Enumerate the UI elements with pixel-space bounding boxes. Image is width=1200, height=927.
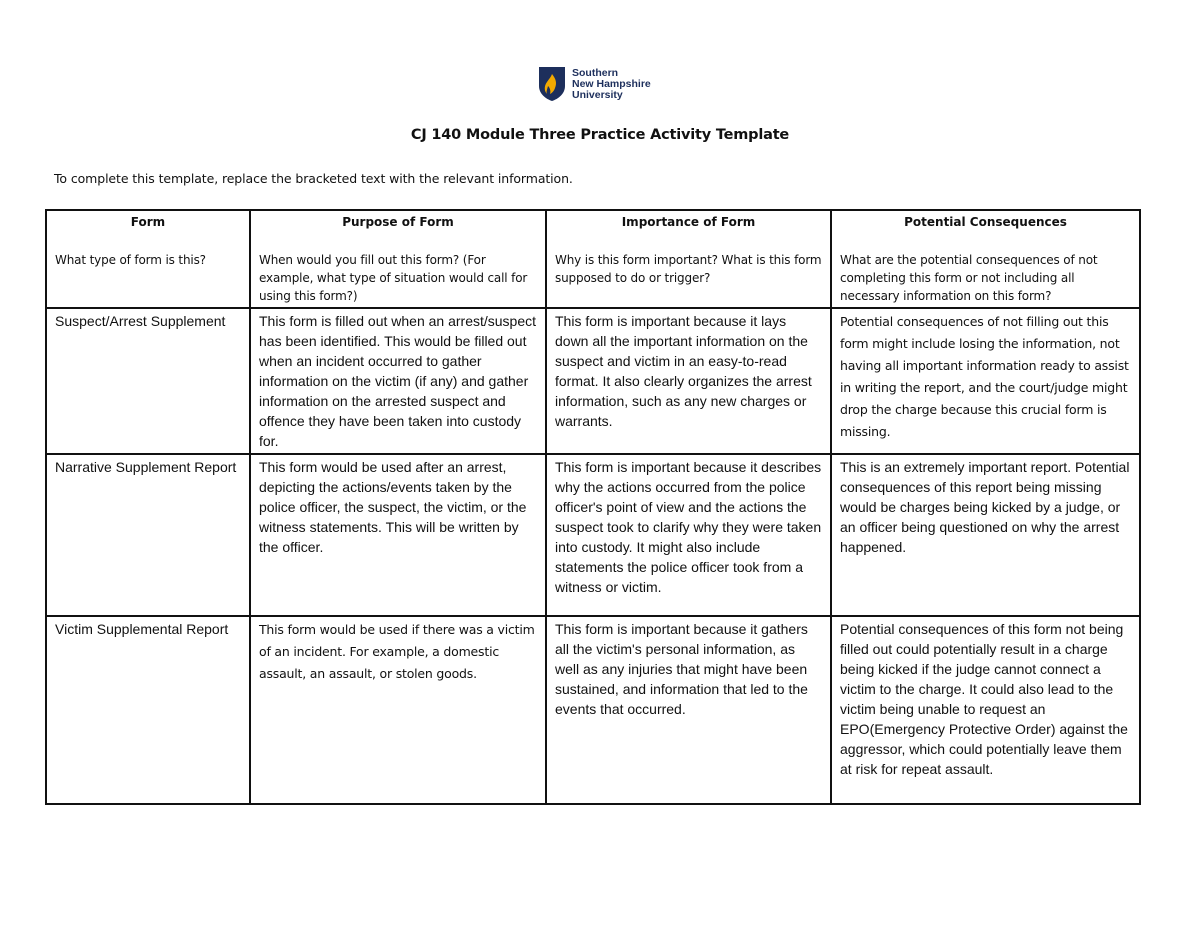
header-purpose (250, 210, 546, 308)
table-row (46, 454, 1140, 616)
header-title: Potential Consequences (904, 215, 1067, 229)
cell-consequences: Potential consequences of not filling out this form might include losing the information, not having all important information ready to assist in writing the report, and the court/judge might drop the charge because this crucial form is missing. (831, 308, 1140, 454)
form-table (45, 209, 1141, 805)
header-title: Importance of Form (621, 215, 756, 229)
header-importance (546, 210, 831, 308)
header-title: Purpose of Form (342, 215, 454, 229)
header-subtitle: Why is this form important? What is this form supposed to do or trigger? (555, 253, 822, 285)
cell-form: Narrative Supplement Report (46, 454, 250, 616)
university-logo (538, 64, 678, 104)
page-title: CJ 140 Module Three Practice Activity Template (410, 127, 790, 143)
table-header-row (46, 210, 1140, 308)
header-title: Form (130, 215, 166, 229)
cell-purpose: This form would be used if there was a victim of an incident. For example, a domestic assault, an assault, or stolen goods. (250, 616, 546, 804)
cell-purpose: This form is filled out when an arrest/suspect has been identified. This would be filled out when an incident occurred to gather information on the victim (if any) and gather information on the arrested suspect and offence they have been taken into custody for. (250, 308, 546, 454)
header-subtitle: When would you fill out this form? (For example, what type of situation would call for using this form?) (259, 253, 528, 303)
logo-line-1: Southern (572, 66, 619, 79)
table-row (46, 616, 1140, 804)
logo-wordmark (572, 68, 651, 101)
cell-form: Suspect/Arrest Supplement (46, 308, 250, 454)
table-row (46, 308, 1140, 454)
cell-importance: This form is important because it gathers all the victim's personal information, as well as any injuries that might have been sustained, and information that led to the events that occurred. (546, 616, 831, 804)
instructions-text: To complete this template, replace the bracketed text with the relevant information. (54, 171, 573, 186)
cell-form: Victim Supplemental Report (46, 616, 250, 804)
header-subtitle: What are the potential consequences of not completing this form or not including all necessary information on this form? (840, 253, 1098, 303)
header-form (46, 210, 250, 308)
header-consequences (831, 210, 1140, 308)
cell-consequences: Potential consequences of this form not being filled out could potentially result in a charge being kicked if the judge cannot connect a victim to the charge. It could also lead to the victim being unable to request an EPO(Emergency Protective Order) against the aggressor, which could potentially leave them at risk for repeat assault. (831, 616, 1140, 804)
header-subtitle: What type of form is this? (55, 253, 206, 267)
logo-line-3: University (572, 88, 623, 101)
cell-consequences: This is an extremely important report. Potential consequences of this report being missing would be charges being kicked by a judge, or an officer being questioned on why the arrest happened. (831, 454, 1140, 616)
logo-line-2: New Hampshire (572, 77, 651, 90)
cell-importance: This form is important because it lays down all the important information on the suspect and victim in an easy-to-read format. It also clearly organizes the arrest information, such as any new charges or warrants. (546, 308, 831, 454)
cell-purpose: This form would be used after an arrest, depicting the actions/events taken by the police officer, the suspect, the victim, or the witness statements. This will be written by the officer. (250, 454, 546, 616)
cell-importance: This form is important because it describes why the actions occurred from the police officer's point of view and the actions the suspect took to clarify why they were taken into custody. It might also include statements the police officer took from a witness or victim. (546, 454, 831, 616)
shield-flame-icon (538, 66, 566, 102)
